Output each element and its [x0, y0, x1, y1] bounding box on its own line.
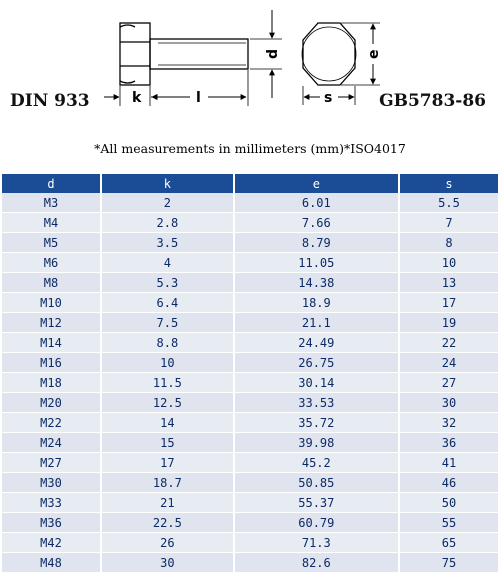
- table-cell-e: 60.79: [235, 513, 398, 533]
- table-header-row: [2, 174, 498, 193]
- table-cell-s: 22: [400, 333, 498, 353]
- table-cell-s: 65: [400, 533, 498, 553]
- table-cell-d: M22: [2, 413, 100, 433]
- table-cell-e: 26.75: [235, 353, 398, 373]
- bolt-side-view: [120, 23, 282, 106]
- dimension-k-label: k: [132, 90, 142, 106]
- header-d: d: [2, 174, 100, 193]
- table-cell-d: M12: [2, 313, 100, 333]
- table-row: [2, 213, 498, 233]
- dimensions-table-container: [0, 174, 500, 573]
- table-cell-s: 36: [400, 433, 498, 453]
- table-cell-k: 14: [102, 413, 233, 433]
- table-cell-d: M33: [2, 493, 100, 513]
- table-cell-s: 41: [400, 453, 498, 473]
- table-row: [2, 353, 498, 373]
- table-cell-k: 26: [102, 533, 233, 553]
- table-row: [2, 293, 498, 313]
- bolt-end-view: [302, 23, 380, 105]
- table-row: [2, 333, 498, 353]
- table-cell-e: 82.6: [235, 553, 398, 573]
- table-cell-e: 35.72: [235, 413, 398, 433]
- table-cell-d: M16: [2, 353, 100, 373]
- table-row: [2, 533, 498, 553]
- table-row: [2, 453, 498, 473]
- table-cell-d: M48: [2, 553, 100, 573]
- table-cell-k: 6.4: [102, 293, 233, 313]
- table-row: [2, 193, 498, 213]
- table-cell-s: 13: [400, 273, 498, 293]
- table-cell-e: 39.98: [235, 433, 398, 453]
- table-cell-s: 46: [400, 473, 498, 493]
- table-cell-e: 14.38: [235, 273, 398, 293]
- table-row: [2, 473, 498, 493]
- dimensions-table: [0, 174, 500, 573]
- dimension-d-label: d: [265, 48, 281, 59]
- table-cell-s: 5.5: [400, 193, 498, 213]
- header-e: e: [235, 174, 398, 193]
- table-cell-s: 30: [400, 393, 498, 413]
- table-cell-d: M24: [2, 433, 100, 453]
- table-row: [2, 373, 498, 393]
- table-row: [2, 393, 498, 413]
- table-cell-k: 2: [102, 193, 233, 213]
- table-row: [2, 413, 498, 433]
- table-cell-d: M30: [2, 473, 100, 493]
- table-cell-d: M8: [2, 273, 100, 293]
- table-cell-d: M36: [2, 513, 100, 533]
- table-body: [2, 193, 498, 573]
- table-cell-k: 22.5: [102, 513, 233, 533]
- table-row: [2, 433, 498, 453]
- table-cell-d: M6: [2, 253, 100, 273]
- table-cell-d: M3: [2, 193, 100, 213]
- table-row: [2, 253, 498, 273]
- table-cell-k: 11.5: [102, 373, 233, 393]
- table-cell-e: 8.79: [235, 233, 398, 253]
- table-cell-s: 27: [400, 373, 498, 393]
- table-cell-e: 71.3: [235, 533, 398, 553]
- dimension-l-label: l: [196, 90, 201, 106]
- table-cell-d: M27: [2, 453, 100, 473]
- table-cell-e: 33.53: [235, 393, 398, 413]
- table-cell-e: 24.49: [235, 333, 398, 353]
- table-cell-k: 10: [102, 353, 233, 373]
- table-cell-e: 7.66: [235, 213, 398, 233]
- table-cell-d: M18: [2, 373, 100, 393]
- table-cell-s: 10: [400, 253, 498, 273]
- table-cell-k: 30: [102, 553, 233, 573]
- table-cell-e: 50.85: [235, 473, 398, 493]
- header-k: k: [102, 174, 233, 193]
- table-cell-k: 8.8: [102, 333, 233, 353]
- table-cell-s: 32: [400, 413, 498, 433]
- table-cell-s: 7: [400, 213, 498, 233]
- table-cell-e: 21.1: [235, 313, 398, 333]
- table-cell-k: 5.3: [102, 273, 233, 293]
- table-cell-s: 24: [400, 353, 498, 373]
- table-cell-k: 3.5: [102, 233, 233, 253]
- table-cell-e: 11.05: [235, 253, 398, 273]
- table-row: [2, 493, 498, 513]
- header-s: s: [400, 174, 498, 193]
- table-cell-d: M14: [2, 333, 100, 353]
- table-cell-e: 18.9: [235, 293, 398, 313]
- table-cell-k: 2.8: [102, 213, 233, 233]
- table-cell-s: 17: [400, 293, 498, 313]
- table-row: [2, 233, 498, 253]
- table-cell-d: M4: [2, 213, 100, 233]
- table-cell-s: 75: [400, 553, 498, 573]
- table-cell-e: 45.2: [235, 453, 398, 473]
- table-row: [2, 553, 498, 573]
- table-cell-e: 30.14: [235, 373, 398, 393]
- table-cell-e: 6.01: [235, 193, 398, 213]
- table-cell-k: 18.7: [102, 473, 233, 493]
- table-cell-k: 21: [102, 493, 233, 513]
- table-cell-k: 4: [102, 253, 233, 273]
- standard-gb-label: GB5783-86: [379, 91, 486, 111]
- table-row: [2, 313, 498, 333]
- table-cell-k: 15: [102, 433, 233, 453]
- dimension-s-label: s: [324, 90, 333, 106]
- measurement-note: *All measurements in millimeters (mm)*ISO4017: [94, 141, 406, 156]
- table-row: [2, 273, 498, 293]
- table-row: [2, 513, 498, 533]
- table-cell-k: 7.5: [102, 313, 233, 333]
- table-cell-e: 55.37: [235, 493, 398, 513]
- table-cell-d: M5: [2, 233, 100, 253]
- table-cell-d: M42: [2, 533, 100, 553]
- table-cell-s: 8: [400, 233, 498, 253]
- table-cell-d: M20: [2, 393, 100, 413]
- table-cell-k: 17: [102, 453, 233, 473]
- table-cell-s: 19: [400, 313, 498, 333]
- table-cell-s: 55: [400, 513, 498, 533]
- dimension-e-label: e: [366, 49, 382, 59]
- standard-din-label: DIN 933: [10, 91, 90, 111]
- table-cell-s: 50: [400, 493, 498, 513]
- table-cell-k: 12.5: [102, 393, 233, 413]
- table-cell-d: M10: [2, 293, 100, 313]
